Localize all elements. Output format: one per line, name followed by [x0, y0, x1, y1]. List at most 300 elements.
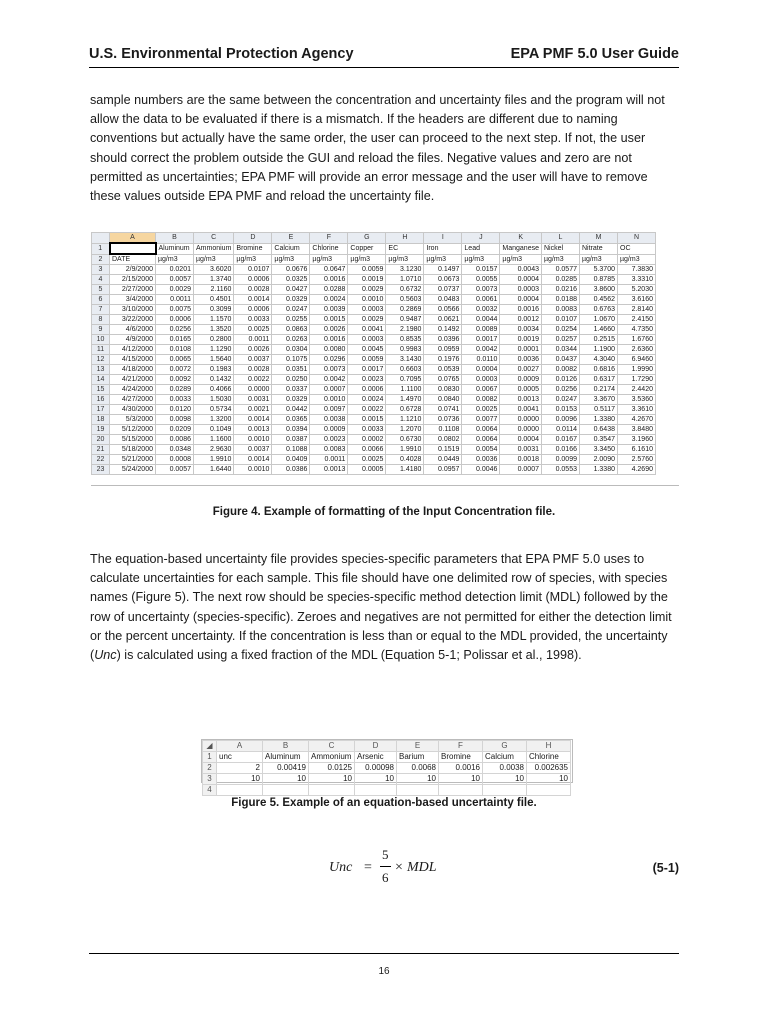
column-header[interactable]: D [234, 233, 272, 244]
table-cell[interactable]: 0.2800 [194, 335, 234, 345]
table-cell[interactable]: µg/m3 [194, 254, 234, 265]
table-cell[interactable]: 0.0075 [156, 305, 194, 315]
table-cell[interactable]: 0.0449 [424, 455, 462, 465]
table-cell[interactable] [397, 785, 439, 796]
table-cell[interactable]: 0.0065 [156, 355, 194, 365]
table-cell[interactable]: 4/27/2000 [110, 395, 156, 405]
table-cell[interactable]: 0.0329 [272, 395, 310, 405]
table-cell[interactable]: 2.9630 [194, 445, 234, 455]
table-cell[interactable]: 10 [527, 774, 571, 785]
table-cell[interactable]: 3.1430 [386, 355, 424, 365]
row-number[interactable]: 8 [92, 315, 110, 325]
column-header[interactable]: C [194, 233, 234, 244]
table-cell[interactable]: 0.0073 [462, 285, 500, 295]
table-cell[interactable]: 0.0114 [542, 425, 580, 435]
table-cell[interactable]: 0.0348 [156, 445, 194, 455]
table-cell[interactable]: 0.0037 [234, 445, 272, 455]
table-cell[interactable]: 1.9910 [194, 455, 234, 465]
column-header[interactable]: B [156, 233, 194, 244]
table-cell[interactable]: 0.0840 [424, 395, 462, 405]
table-cell[interactable]: 0.0028 [234, 365, 272, 375]
table-cell[interactable]: OC [618, 243, 656, 254]
table-cell[interactable]: 3.5360 [618, 395, 656, 405]
column-header[interactable]: G [348, 233, 386, 244]
table-cell[interactable]: 0.0553 [542, 465, 580, 475]
table-cell[interactable]: µg/m3 [500, 254, 542, 265]
table-cell[interactable]: 0.0107 [234, 265, 272, 275]
table-cell[interactable]: 0.0033 [156, 395, 194, 405]
table-cell[interactable]: 1.3380 [580, 465, 618, 475]
table-cell[interactable]: 5.2030 [618, 285, 656, 295]
column-header[interactable] [92, 233, 110, 244]
table-cell[interactable]: 0.0073 [310, 365, 348, 375]
table-cell[interactable]: 0.0830 [424, 385, 462, 395]
table-cell[interactable]: 3.1960 [618, 435, 656, 445]
table-cell[interactable]: 0.4501 [194, 295, 234, 305]
table-cell[interactable]: 0.0288 [310, 285, 348, 295]
table-cell[interactable]: 3.3610 [618, 405, 656, 415]
table-cell[interactable]: 0.6763 [580, 305, 618, 315]
table-cell[interactable]: 0.0068 [397, 763, 439, 774]
table-cell[interactable]: 0.0621 [424, 315, 462, 325]
table-cell[interactable]: 0.0064 [462, 425, 500, 435]
table-cell[interactable]: 0.0024 [310, 295, 348, 305]
table-cell[interactable]: 0.1075 [272, 355, 310, 365]
table-cell[interactable]: 0.1432 [194, 375, 234, 385]
table-cell[interactable]: 0.0304 [272, 345, 310, 355]
table-cell[interactable]: 0.0256 [542, 385, 580, 395]
table-cell[interactable]: 4/12/2000 [110, 345, 156, 355]
table-cell[interactable]: µg/m3 [618, 254, 656, 265]
table-cell[interactable]: 0.0167 [542, 435, 580, 445]
table-cell[interactable]: 0.0033 [234, 315, 272, 325]
table-cell[interactable]: 4.7350 [618, 325, 656, 335]
table-cell[interactable]: 0.0041 [500, 405, 542, 415]
table-cell[interactable]: 0.0064 [462, 435, 500, 445]
table-cell[interactable]: 0.1088 [272, 445, 310, 455]
table-cell[interactable]: 0.0166 [542, 445, 580, 455]
table-cell[interactable]: 4.2670 [618, 415, 656, 425]
table-cell[interactable]: 0.0029 [348, 285, 386, 295]
table-cell[interactable]: µg/m3 [156, 254, 194, 265]
table-cell[interactable]: 0.0014 [234, 455, 272, 465]
table-cell[interactable]: 0.0083 [542, 305, 580, 315]
table-cell[interactable]: 0.4066 [194, 385, 234, 395]
column-header[interactable]: ◢ [203, 741, 217, 752]
row-number[interactable]: 13 [92, 365, 110, 375]
table-cell[interactable]: 0.6603 [386, 365, 424, 375]
table-cell[interactable]: 0.0023 [348, 375, 386, 385]
table-cell[interactable]: 0.0036 [462, 455, 500, 465]
table-cell[interactable]: 0.0097 [310, 405, 348, 415]
table-cell[interactable]: 0.0022 [234, 375, 272, 385]
table-cell[interactable]: 0.0296 [310, 355, 348, 365]
row-number[interactable]: 20 [92, 435, 110, 445]
table-cell[interactable]: 10 [217, 774, 263, 785]
table-cell[interactable]: 0.0427 [272, 285, 310, 295]
table-cell[interactable]: µg/m3 [272, 254, 310, 265]
table-cell[interactable]: 0.0254 [542, 325, 580, 335]
table-cell[interactable]: 3.3310 [618, 275, 656, 285]
table-cell[interactable]: 4/15/2000 [110, 355, 156, 365]
table-cell[interactable]: 0.0045 [348, 345, 386, 355]
table-cell[interactable]: 1.4660 [580, 325, 618, 335]
table-cell[interactable]: 0.1519 [424, 445, 462, 455]
table-cell[interactable]: 0.0539 [424, 365, 462, 375]
table-cell[interactable]: 0.0017 [348, 365, 386, 375]
table-cell[interactable]: 0.0026 [234, 345, 272, 355]
table-cell[interactable]: 1.1600 [194, 435, 234, 445]
table-cell[interactable]: 1.3520 [194, 325, 234, 335]
table-cell[interactable]: 0.0037 [234, 355, 272, 365]
table-cell[interactable]: 0.6317 [580, 375, 618, 385]
table-cell[interactable]: 0.0092 [156, 375, 194, 385]
table-cell[interactable]: 3.6160 [618, 295, 656, 305]
table-cell[interactable]: 5/21/2000 [110, 455, 156, 465]
table-cell[interactable]: 6.1610 [618, 445, 656, 455]
table-cell[interactable]: 0.0442 [272, 405, 310, 415]
table-cell[interactable]: 0.6816 [580, 365, 618, 375]
column-header[interactable]: I [424, 233, 462, 244]
table-cell[interactable]: 0.6728 [386, 405, 424, 415]
table-cell[interactable]: 2.1980 [386, 325, 424, 335]
table-cell[interactable]: EC [386, 243, 424, 254]
table-cell[interactable]: 3/4/2000 [110, 295, 156, 305]
table-cell[interactable]: 3.3670 [580, 395, 618, 405]
table-cell[interactable]: 1.0670 [580, 315, 618, 325]
table-cell[interactable]: 0.0022 [348, 405, 386, 415]
table-cell[interactable]: 0.00098 [355, 763, 397, 774]
table-cell[interactable]: Arsenic [355, 752, 397, 763]
table-cell[interactable]: 1.9990 [618, 365, 656, 375]
table-cell[interactable]: 0.0080 [310, 345, 348, 355]
column-header[interactable]: A [110, 233, 156, 244]
table-cell[interactable]: µg/m3 [386, 254, 424, 265]
table-cell[interactable]: 0.0004 [500, 295, 542, 305]
table-cell[interactable]: Aluminum [263, 752, 309, 763]
table-cell[interactable]: 0.0329 [272, 295, 310, 305]
table-cell[interactable]: 0.0013 [500, 395, 542, 405]
row-number[interactable]: 14 [92, 375, 110, 385]
table-cell[interactable]: 0.0011 [156, 295, 194, 305]
table-cell[interactable]: 0.0006 [348, 385, 386, 395]
table-cell[interactable] [527, 785, 571, 796]
table-cell[interactable]: 2.4420 [618, 385, 656, 395]
table-cell[interactable]: 0.0025 [348, 455, 386, 465]
table-cell[interactable]: 0.3547 [580, 435, 618, 445]
table-cell[interactable]: 0.0387 [272, 435, 310, 445]
table-cell[interactable]: 0.0257 [542, 335, 580, 345]
table-cell[interactable]: 0.0082 [542, 365, 580, 375]
table-cell[interactable]: 0.0044 [462, 315, 500, 325]
column-header[interactable]: N [618, 233, 656, 244]
table-cell[interactable] [110, 243, 156, 254]
table-cell[interactable]: 0.0256 [156, 325, 194, 335]
table-cell[interactable]: 0.0673 [424, 275, 462, 285]
column-header[interactable]: A [217, 741, 263, 752]
table-cell[interactable]: 0.1049 [194, 425, 234, 435]
row-number[interactable]: 21 [92, 445, 110, 455]
table-cell[interactable]: 0.0006 [156, 315, 194, 325]
row-number[interactable]: 2 [203, 763, 217, 774]
table-cell[interactable]: 2.8140 [618, 305, 656, 315]
table-cell[interactable]: 3/22/2000 [110, 315, 156, 325]
table-cell[interactable]: 0.0019 [500, 335, 542, 345]
table-cell[interactable]: 0.0120 [156, 405, 194, 415]
column-header[interactable]: B [263, 741, 309, 752]
table-cell[interactable]: 4/30/2000 [110, 405, 156, 415]
table-cell[interactable]: 5.3700 [580, 265, 618, 275]
row-number[interactable]: 10 [92, 335, 110, 345]
table-cell[interactable]: 0.9487 [386, 315, 424, 325]
table-cell[interactable]: 3.3450 [580, 445, 618, 455]
table-cell[interactable]: 0.0015 [310, 315, 348, 325]
table-cell[interactable]: 0.5117 [580, 405, 618, 415]
table-cell[interactable]: 0.0038 [310, 415, 348, 425]
table-cell[interactable] [263, 785, 309, 796]
table-cell[interactable]: 4/6/2000 [110, 325, 156, 335]
table-cell[interactable]: 0.1492 [424, 325, 462, 335]
table-cell[interactable]: 0.0110 [462, 355, 500, 365]
column-header[interactable]: D [355, 741, 397, 752]
table-cell[interactable]: Bromine [234, 243, 272, 254]
table-cell[interactable]: µg/m3 [310, 254, 348, 265]
table-cell[interactable]: Ammonium [194, 243, 234, 254]
table-cell[interactable]: 1.1290 [194, 345, 234, 355]
table-cell[interactable]: 0.0247 [542, 395, 580, 405]
row-number[interactable]: 4 [92, 275, 110, 285]
table-cell[interactable]: 0.5734 [194, 405, 234, 415]
table-cell[interactable]: 0.0025 [462, 405, 500, 415]
table-cell[interactable]: 0.0125 [309, 763, 355, 774]
table-cell[interactable]: 0.4028 [386, 455, 424, 465]
table-cell[interactable]: 0.0023 [310, 435, 348, 445]
table-cell[interactable]: 0.0157 [462, 265, 500, 275]
table-cell[interactable]: 0.0126 [542, 375, 580, 385]
table-cell[interactable]: 1.1900 [580, 345, 618, 355]
table-cell[interactable]: 0.0005 [348, 465, 386, 475]
table-cell[interactable]: 0.0096 [542, 415, 580, 425]
row-number[interactable]: 4 [203, 785, 217, 796]
table-cell[interactable]: 0.0059 [348, 355, 386, 365]
table-cell[interactable]: 0.0153 [542, 405, 580, 415]
table-cell[interactable]: 5/15/2000 [110, 435, 156, 445]
table-cell[interactable]: 0.0437 [542, 355, 580, 365]
table-cell[interactable] [217, 785, 263, 796]
table-cell[interactable]: 0.0737 [424, 285, 462, 295]
table-cell[interactable]: 0.0057 [156, 275, 194, 285]
table-cell[interactable]: 0.0003 [348, 335, 386, 345]
table-cell[interactable]: Copper [348, 243, 386, 254]
table-cell[interactable]: 1.6760 [618, 335, 656, 345]
table-cell[interactable]: 1.4970 [386, 395, 424, 405]
table-cell[interactable]: 0.1108 [424, 425, 462, 435]
table-cell[interactable]: Bromine [439, 752, 483, 763]
table-cell[interactable]: unc [217, 752, 263, 763]
table-cell[interactable]: µg/m3 [234, 254, 272, 265]
table-cell[interactable]: 2.5760 [618, 455, 656, 465]
column-header[interactable]: E [272, 233, 310, 244]
table-cell[interactable] [355, 785, 397, 796]
table-cell[interactable]: 2/27/2000 [110, 285, 156, 295]
table-cell[interactable]: 2.0090 [580, 455, 618, 465]
table-cell[interactable]: 0.0028 [234, 285, 272, 295]
table-cell[interactable]: 0.0009 [500, 375, 542, 385]
table-cell[interactable]: 0.0008 [156, 455, 194, 465]
table-cell[interactable]: 0.0006 [234, 275, 272, 285]
table-cell[interactable]: 0.0005 [500, 385, 542, 395]
row-number[interactable]: 1 [92, 243, 110, 254]
table-cell[interactable]: 0.2869 [386, 305, 424, 315]
table-cell[interactable]: 0.0059 [348, 265, 386, 275]
table-cell[interactable]: 0.0034 [500, 325, 542, 335]
table-cell[interactable]: 1.5030 [194, 395, 234, 405]
row-number[interactable]: 3 [92, 265, 110, 275]
table-cell[interactable]: 10 [355, 774, 397, 785]
table-cell[interactable]: 0.0033 [348, 425, 386, 435]
table-cell[interactable]: 1.7290 [618, 375, 656, 385]
table-cell[interactable]: 0.0077 [462, 415, 500, 425]
table-cell[interactable]: 0.5603 [386, 295, 424, 305]
table-cell[interactable]: 0.0325 [272, 275, 310, 285]
table-cell[interactable]: 0.0029 [156, 285, 194, 295]
table-cell[interactable]: 1.3200 [194, 415, 234, 425]
table-cell[interactable]: µg/m3 [542, 254, 580, 265]
table-cell[interactable]: Nitrate [580, 243, 618, 254]
table-cell[interactable]: 0.0003 [348, 305, 386, 315]
table-cell[interactable]: 0.1497 [424, 265, 462, 275]
table-cell[interactable]: 10 [483, 774, 527, 785]
row-number[interactable]: 2 [92, 254, 110, 265]
table-cell[interactable]: 0.0216 [542, 285, 580, 295]
table-cell[interactable]: 5/12/2000 [110, 425, 156, 435]
table-cell[interactable]: 1.2070 [386, 425, 424, 435]
table-cell[interactable]: 0.0365 [272, 415, 310, 425]
table-cell[interactable]: Lead [462, 243, 500, 254]
table-cell[interactable]: 0.0003 [500, 285, 542, 295]
table-cell[interactable]: 0.0003 [462, 375, 500, 385]
table-cell[interactable]: 0.0394 [272, 425, 310, 435]
table-cell[interactable]: 0.0001 [500, 345, 542, 355]
table-cell[interactable]: 0.0285 [542, 275, 580, 285]
table-cell[interactable]: 0.0209 [156, 425, 194, 435]
column-header[interactable]: M [580, 233, 618, 244]
table-cell[interactable]: 10 [309, 774, 355, 785]
table-cell[interactable]: 3/10/2000 [110, 305, 156, 315]
table-cell[interactable]: Aluminum [156, 243, 194, 254]
table-cell[interactable]: 0.0043 [500, 265, 542, 275]
table-cell[interactable]: 0.0031 [500, 445, 542, 455]
table-cell[interactable]: 0.0066 [348, 445, 386, 455]
column-header[interactable]: F [310, 233, 348, 244]
row-number[interactable]: 1 [203, 752, 217, 763]
table-cell[interactable]: 0.0566 [424, 305, 462, 315]
column-header[interactable]: F [439, 741, 483, 752]
table-cell[interactable]: 1.4180 [386, 465, 424, 475]
table-cell[interactable]: 0.0067 [462, 385, 500, 395]
table-cell[interactable]: Calcium [483, 752, 527, 763]
table-cell[interactable]: 0.0016 [310, 335, 348, 345]
table-cell[interactable]: 0.0013 [234, 425, 272, 435]
column-header[interactable]: C [309, 741, 355, 752]
row-number[interactable]: 23 [92, 465, 110, 475]
table-cell[interactable]: 0.0036 [500, 355, 542, 365]
table-cell[interactable]: 1.1210 [386, 415, 424, 425]
table-cell[interactable]: DATE [110, 254, 156, 265]
table-cell[interactable]: 0.0086 [156, 435, 194, 445]
table-cell[interactable]: 1.3740 [194, 275, 234, 285]
table-cell[interactable]: 2/15/2000 [110, 275, 156, 285]
table-cell[interactable]: 0.0004 [500, 275, 542, 285]
table-cell[interactable]: 0.0029 [348, 315, 386, 325]
table-cell[interactable]: 0.0089 [462, 325, 500, 335]
row-number[interactable]: 16 [92, 395, 110, 405]
table-cell[interactable]: 0.0013 [310, 465, 348, 475]
table-cell[interactable] [309, 785, 355, 796]
table-cell[interactable]: 0.0765 [424, 375, 462, 385]
table-cell[interactable]: 0.8535 [386, 335, 424, 345]
column-header[interactable]: G [483, 741, 527, 752]
table-cell[interactable]: 0.0054 [462, 445, 500, 455]
table-cell[interactable]: 0.0188 [542, 295, 580, 305]
row-number[interactable]: 12 [92, 355, 110, 365]
table-cell[interactable]: 0.0021 [234, 405, 272, 415]
row-number[interactable]: 22 [92, 455, 110, 465]
table-cell[interactable]: 0.9983 [386, 345, 424, 355]
table-cell[interactable]: 0.0018 [500, 455, 542, 465]
table-cell[interactable]: 0.0007 [500, 465, 542, 475]
table-cell[interactable]: 0.0000 [500, 425, 542, 435]
table-cell[interactable]: 4/18/2000 [110, 365, 156, 375]
table-cell[interactable]: 0.0802 [424, 435, 462, 445]
table-cell[interactable]: 0.0055 [462, 275, 500, 285]
column-header[interactable]: H [386, 233, 424, 244]
table-cell[interactable]: 5/24/2000 [110, 465, 156, 475]
table-cell[interactable]: 0.0024 [348, 395, 386, 405]
table-cell[interactable]: 0.0082 [462, 395, 500, 405]
table-cell[interactable]: 0.0289 [156, 385, 194, 395]
table-cell[interactable]: 0.2174 [580, 385, 618, 395]
table-cell[interactable]: Calcium [272, 243, 310, 254]
row-number[interactable]: 17 [92, 405, 110, 415]
column-header[interactable]: J [462, 233, 500, 244]
table-cell[interactable]: 1.1570 [194, 315, 234, 325]
table-cell[interactable]: 0.0046 [462, 465, 500, 475]
table-cell[interactable]: 0.0957 [424, 465, 462, 475]
table-cell[interactable]: 0.0038 [483, 763, 527, 774]
table-cell[interactable]: 2.1160 [194, 285, 234, 295]
table-cell[interactable]: 0.4562 [580, 295, 618, 305]
table-cell[interactable]: 0.0000 [234, 385, 272, 395]
table-cell[interactable]: 2.6360 [618, 345, 656, 355]
table-cell[interactable]: 0.0061 [462, 295, 500, 305]
table-cell[interactable]: 0.0647 [310, 265, 348, 275]
table-cell[interactable]: 0.0107 [542, 315, 580, 325]
table-cell[interactable]: 0.0014 [234, 295, 272, 305]
table-cell[interactable]: µg/m3 [348, 254, 386, 265]
table-cell[interactable]: 0.3099 [194, 305, 234, 315]
table-cell[interactable]: 0.0098 [156, 415, 194, 425]
table-cell[interactable]: 4/24/2000 [110, 385, 156, 395]
table-cell[interactable]: Iron [424, 243, 462, 254]
table-cell[interactable] [439, 785, 483, 796]
table-cell[interactable]: 1.0710 [386, 275, 424, 285]
table-cell[interactable]: Nickel [542, 243, 580, 254]
table-cell[interactable]: 0.0263 [272, 335, 310, 345]
table-cell[interactable]: 0.0072 [156, 365, 194, 375]
table-cell[interactable]: 0.1976 [424, 355, 462, 365]
column-header[interactable]: E [397, 741, 439, 752]
